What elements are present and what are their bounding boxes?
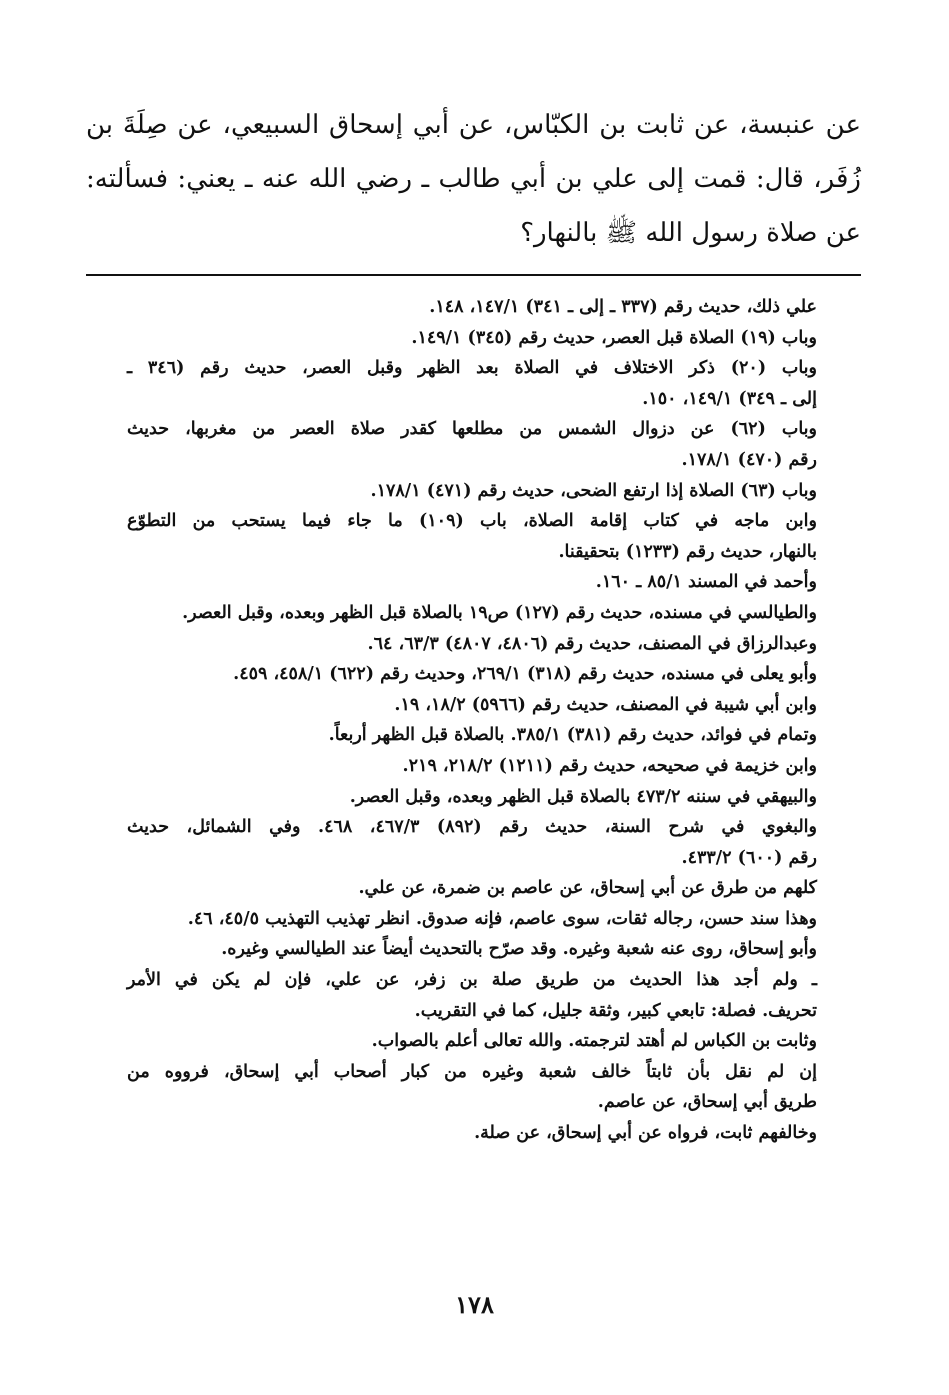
- footnote-line: وأبو إسحاق، روى عنه شعبة وغيره. وقد صرّح بالتحديث أيضاً عند الطيالسي وغيره.: [221, 939, 817, 960]
- footnote-line: رقم (٦٠٠) ٤٣٣/٢.: [681, 847, 817, 868]
- page-number: ١٧٨: [455, 1290, 494, 1319]
- footnote-line: والبغوي في شرح السنة، حديث رقم (٨٩٢) ٤٦٧/٣، ٤٦٨. وفي الشمائل، حديث: [127, 817, 817, 838]
- footnote-line: وباب (١٩) الصلاة قبل العصر، حديث رقم (٣٤٥) ١٤٩/١.: [411, 327, 817, 348]
- footnote-line: وعبدالرزاق في المصنف، حديث رقم (٤٨٠٦، ٤٨٠٧) ٦٣/٣، ٦٤.: [367, 633, 817, 654]
- footnote-line: وهذا سند حسن، رجاله ثقات، سوى عاصم، فإنه صدوق. انظر تهذيب التهذيب ٤٥/٥، ٤٦.: [187, 908, 817, 929]
- footnote-line: إن لم نقل بأن ثابتاً خالف شعبة وغيره من كبار أصحاب أبي إسحاق، فرووه من: [127, 1061, 817, 1082]
- footnote-line: علي ذلك، حديث رقم (٣٣٧ ـ إلى ـ ٣٤١) ١٤٧/١، ١٤٨.: [429, 297, 817, 317]
- footnote-line: والبيهقي في سننه ٤٧٣/٢ بالصلاة قبل الظهر وبعده، وقبل العصر.: [349, 786, 817, 807]
- footnote-line: وباب (٦٣) الصلاة إذا ارتفع الضحى، حديث رقم (٤٧١) ١٧٨/١.: [370, 480, 817, 501]
- footnote-line: بالنهار، حديث رقم (١٢٣٣) بتحقيقنا.: [558, 541, 817, 562]
- footnote-line: وباب (٢٠) ذكر الاختلاف في الصلاة بعد الظهر وقبل العصر، حديث رقم (٣٤٦ ـ: [127, 358, 817, 379]
- main-text-line: زُفَر، قال: قمت إلى علي بن أبي طالب ـ رضي الله عنه ـ يعني: فسألته:: [86, 164, 861, 194]
- main-text-line: عن عنبسة، عن ثابت بن الكبّاس، عن أبي إسحاق السبيعي، عن صِلَةَ بن: [86, 110, 861, 140]
- main-text-line: عن صلاة رسول الله ﷺ بالنهار؟: [520, 218, 861, 248]
- footnote-line: كلهم من طرق عن أبي إسحاق، عن عاصم بن ضمرة، عن علي.: [358, 878, 817, 899]
- footnote-line: وابن أبي شيبة في المصنف، حديث رقم (٥٩٦٦) ١٨/٢، ١٩.: [394, 694, 817, 715]
- footnotes: [127, 292, 817, 1149]
- main-text: [86, 98, 861, 260]
- footnote-divider: [86, 274, 861, 276]
- footnote-line: وتمام في فوائد، حديث رقم (٣٨١) ٣٨٥/١. بالصلاة قبل الظهر أربعاً.: [328, 725, 817, 746]
- footnote-line: والطيالسي في مسنده، حديث رقم (١٢٧) ص١٩ بالصلاة قبل الظهر وبعده، وقبل العصر.: [182, 602, 817, 623]
- footnote-line: وخالفهم ثابت، فرواه عن أبي إسحاق، عن صلة.: [474, 1123, 817, 1144]
- footnote-line: طريق أبي إسحاق، عن عاصم.: [597, 1092, 817, 1113]
- footnote-line: تحريف. فصلة: تابعي كبير، وثقة جليل، كما في التقريب.: [414, 1000, 817, 1021]
- footnote-line: ـ ولم أجد هذا الحديث من طريق صلة بن زفر، عن علي، فإن لم يكن في الأمر: [127, 970, 817, 991]
- footnote-line: وأحمد في المسند ٨٥/١ ـ ١٦٠.: [595, 572, 817, 593]
- footnote-line: رقم (٤٧٠) ١٧٨/١.: [681, 449, 817, 470]
- footnote-line: إلى ـ ٣٤٩) ١٤٩/١، ١٥٠.: [642, 388, 817, 409]
- footnote-line: وثابت بن الكباس لم أهتد لترجمته. والله تعالى أعلم بالصواب.: [371, 1031, 817, 1052]
- footnote-line: وابن ماجه في كتاب إقامة الصلاة، باب (١٠٩) ما جاء فيما يستحب من التطوّع: [127, 511, 817, 532]
- footnote-line: وأبو يعلى في مسنده، حديث رقم (٣١٨) ٢٦٩/١، وحديث رقم (٦٢٢) ٤٥٨/١، ٤٥٩.: [233, 664, 817, 685]
- footnote-line: وابن خزيمة في صحيحه، حديث رقم (١٢١١) ٢١٨/٢، ٢١٩.: [402, 755, 817, 776]
- footnote-line: وباب (٦٢) عن دزوال الشمس من مطلعها كقدر صلاة العصر من مغربها، حديث: [127, 419, 817, 440]
